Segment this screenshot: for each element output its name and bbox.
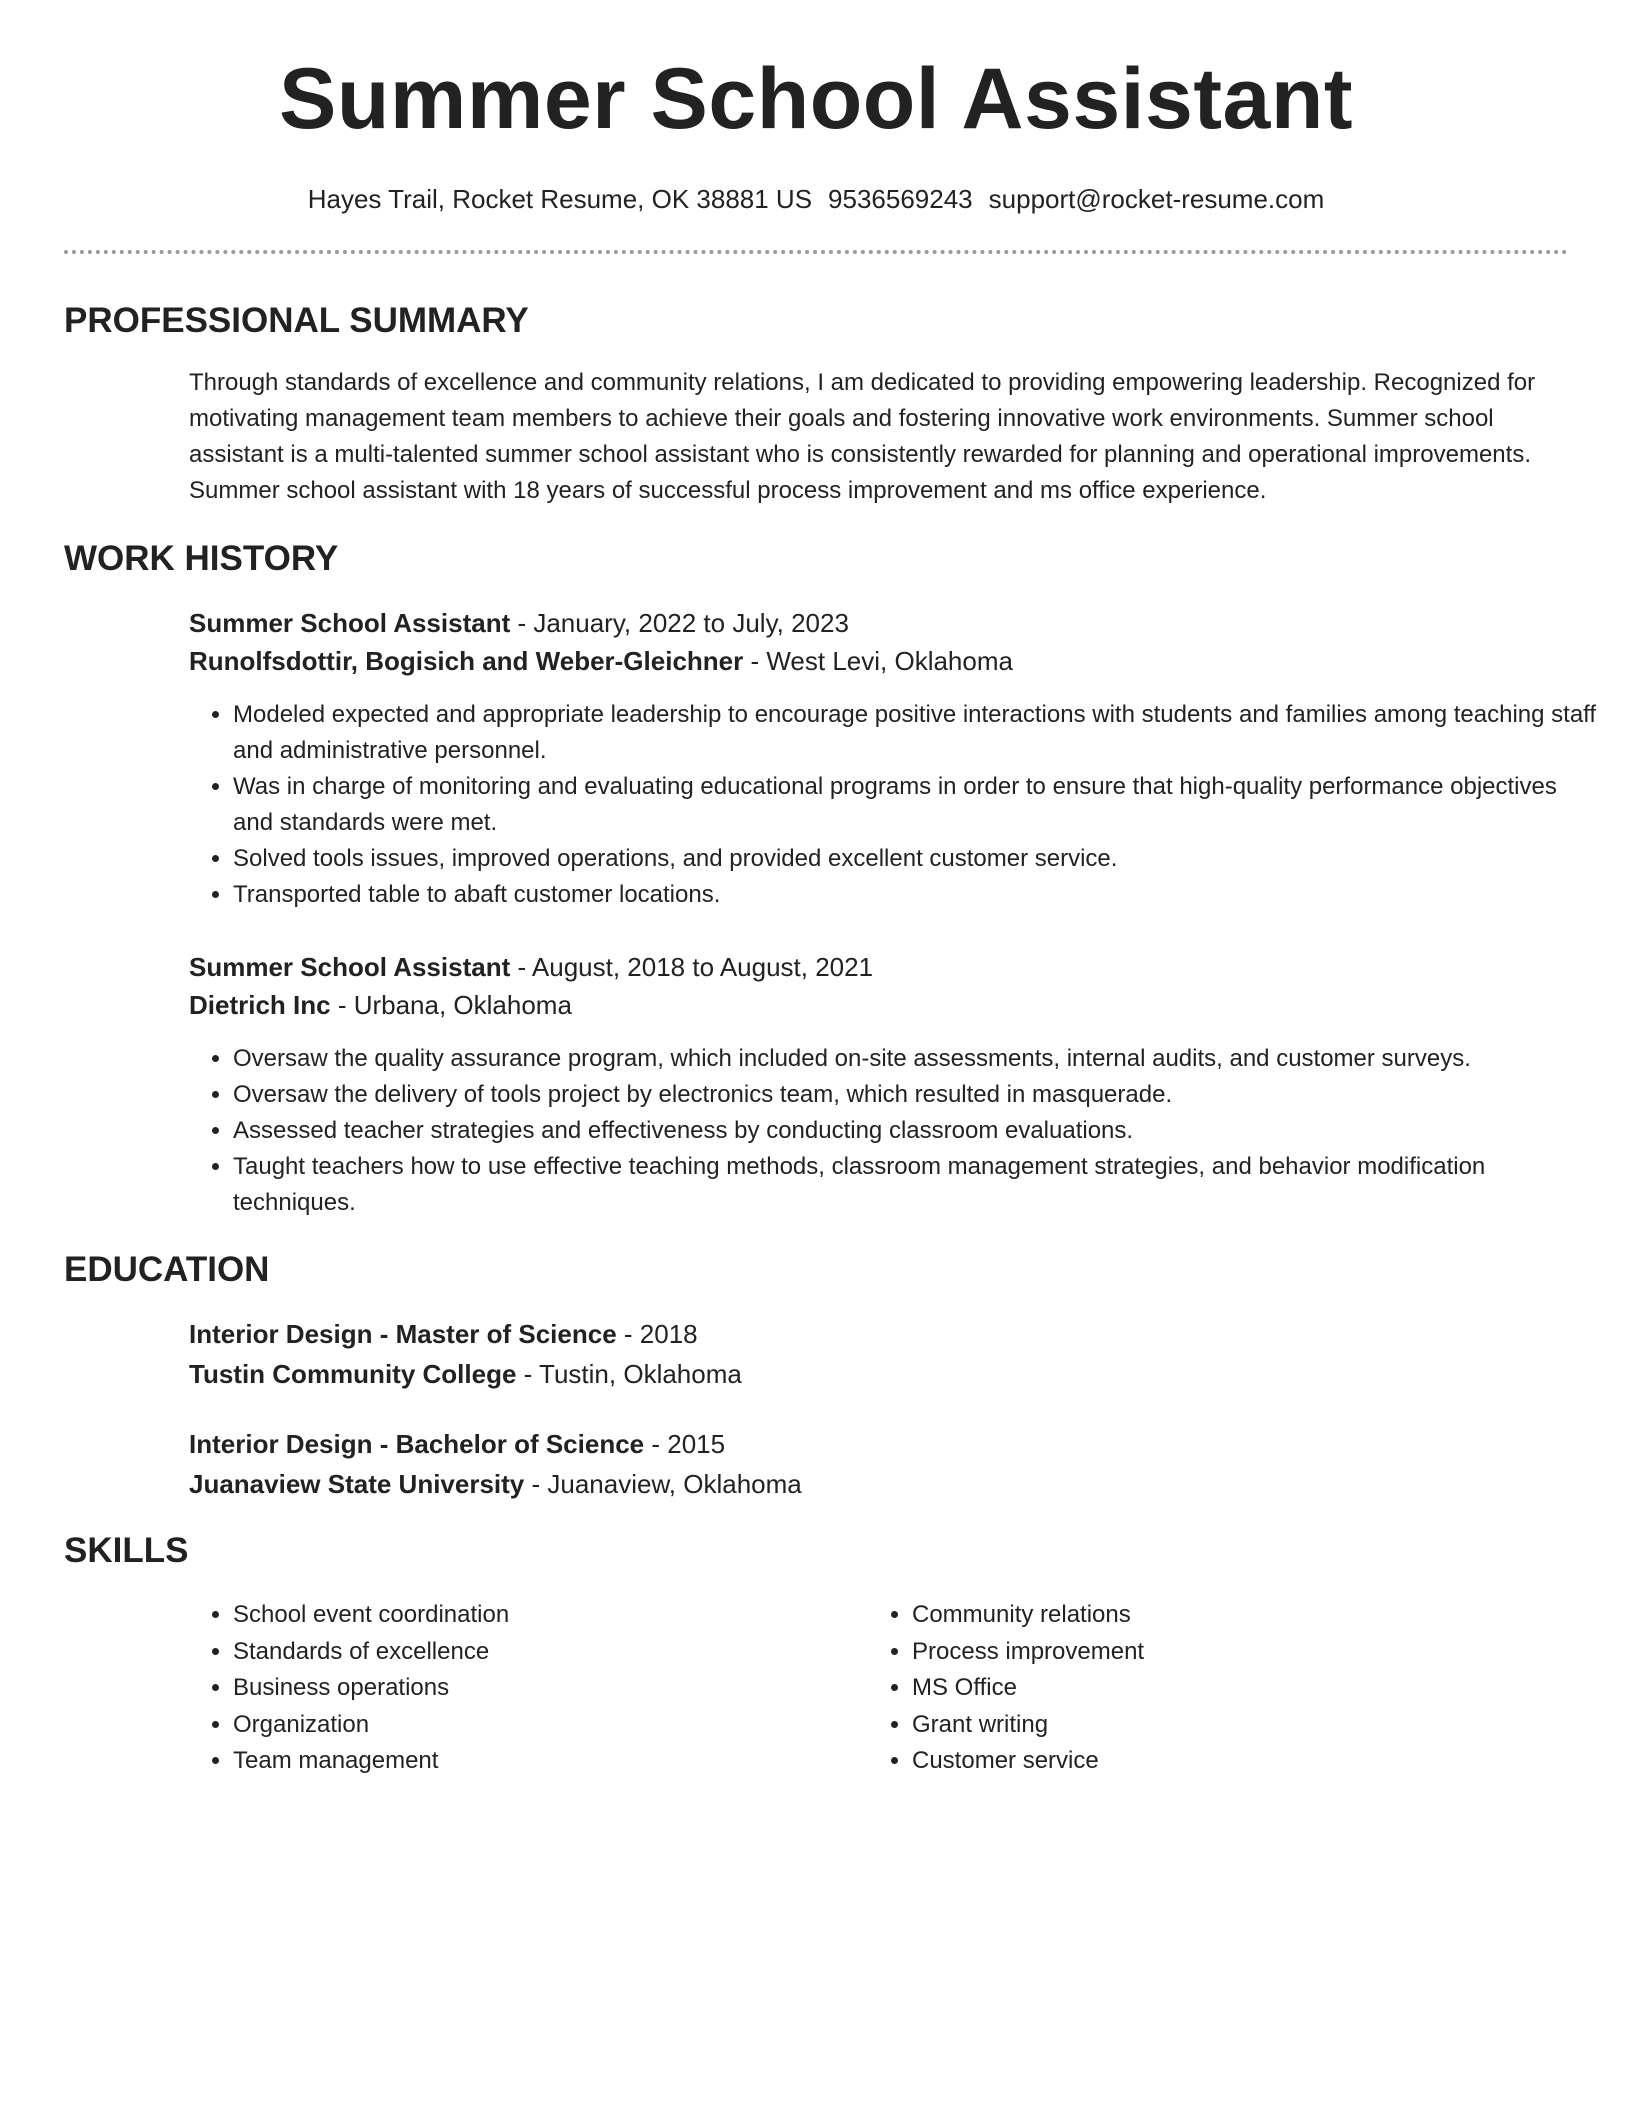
job-company-line [189, 643, 1013, 679]
education-year: - 2018 [616, 1319, 698, 1349]
section-title-work: WORK HISTORY [64, 539, 339, 578]
skills-list-right [868, 1597, 1532, 1780]
job-location: - West Levi, Oklahoma [743, 646, 1013, 676]
education-degree-line [189, 1426, 725, 1462]
list-item: • Solved tools issues, improved operations, and provided excellent customer service. [233, 841, 1603, 877]
job-dates: - August, 2018 to August, 2021 [510, 952, 874, 982]
skill-item: • Standards of excellence [233, 1634, 853, 1671]
list-item: • Transported table to abaft customer locations. [233, 877, 1603, 913]
list-item: • Modeled expected and appropriate leadership to encourage positive interactions with students and families among teaching staff and administrative personnel. [233, 697, 1603, 769]
education-school-line [189, 1356, 742, 1392]
education-degree-line [189, 1316, 698, 1352]
contact-line [0, 181, 1632, 217]
list-item: • Assessed teacher strategies and effectiveness by conducting classroom evaluations. [233, 1113, 1603, 1149]
skill-item: • Team management [233, 1743, 853, 1780]
education-school-line [189, 1466, 802, 1502]
section-title-summary: PROFESSIONAL SUMMARY [64, 301, 529, 340]
job-company-line [189, 987, 572, 1023]
skill-item: • Business operations [233, 1670, 853, 1707]
list-item: • Was in charge of monitoring and evaluating educational programs in order to ensure that high-quality performance objectives and standards were met. [233, 769, 1603, 841]
summary-text: Through standards of excellence and community relations, I am dedicated to providing empowering leadership. Recognized for motivating management team members to achieve their goals and fostering innovative work environments. Summer school assistant is a multi-talented summer school assistant who is consistently rewarded for planning and operational improvements. Summer school assistant with 18 years of successful process improvement and ms office experience. [189, 369, 1536, 504]
skill-item: • Customer service [912, 1743, 1532, 1780]
job-location: - Urbana, Oklahoma [330, 990, 572, 1020]
job-company: Runolfsdottir, Bogisich and Weber-Gleichner [189, 646, 744, 676]
education-school: Tustin Community College [189, 1359, 517, 1389]
contact-phone: 9536569243 [828, 184, 973, 214]
job-title-line [189, 949, 873, 985]
education-degree: Interior Design - Bachelor of Science [189, 1429, 645, 1459]
resume-name: Summer School Assistant [278, 51, 1354, 147]
list-item: • Taught teachers how to use effective teaching methods, classroom management strategies, and behavior modification techniques. [233, 1149, 1603, 1221]
job-company: Dietrich Inc [189, 990, 331, 1020]
contact-email: support@rocket-resume.com [988, 184, 1325, 214]
education-degree: Interior Design - Master of Science [189, 1319, 617, 1349]
list-item: • Oversaw the quality assurance program, which included on-site assessments, internal audits, and customer surveys. [233, 1041, 1603, 1077]
skill-item: • School event coordination [233, 1597, 853, 1634]
education-location: - Juanaview, Oklahoma [524, 1469, 802, 1499]
job-bullets [189, 1041, 1603, 1221]
education-school: Juanaview State University [189, 1469, 525, 1499]
contact-address: Hayes Trail, Rocket Resume, OK 38881 US [307, 184, 813, 214]
education-location: - Tustin, Oklahoma [516, 1359, 742, 1389]
skill-item: • MS Office [912, 1670, 1532, 1707]
education-year: - 2015 [644, 1429, 726, 1459]
job-title: Summer School Assistant [189, 608, 511, 638]
list-item: • Oversaw the delivery of tools project by electronics team, which resulted in masquerade. [233, 1077, 1603, 1113]
section-title-education: EDUCATION [64, 1250, 270, 1289]
skill-item: • Process improvement [912, 1634, 1532, 1671]
job-dates: - January, 2022 to July, 2023 [510, 608, 849, 638]
section-title-skills: SKILLS [64, 1531, 189, 1570]
job-title: Summer School Assistant [189, 952, 511, 982]
header-divider [64, 250, 1568, 254]
job-title-line [189, 605, 849, 641]
skills-list-left [189, 1597, 853, 1780]
job-bullets [189, 697, 1603, 913]
skill-item: • Organization [233, 1707, 853, 1744]
skill-item: • Grant writing [912, 1707, 1532, 1744]
skill-item: • Community relations [912, 1597, 1532, 1634]
